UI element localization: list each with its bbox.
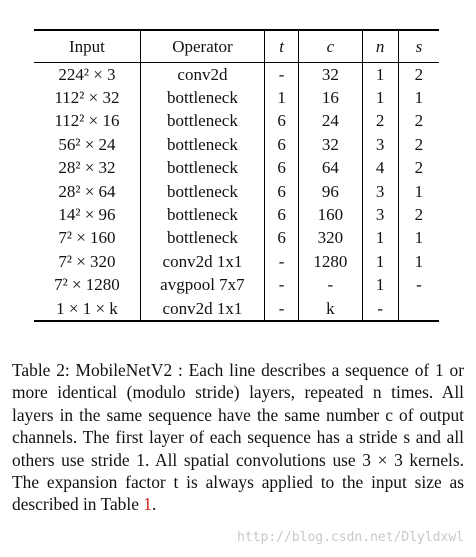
cell-input: 7² × 160 bbox=[34, 227, 140, 250]
cell-t: - bbox=[264, 297, 298, 321]
cell-t: 6 bbox=[264, 203, 298, 226]
cell-n: 4 bbox=[362, 157, 398, 180]
cell-n: 2 bbox=[362, 110, 398, 133]
cell-operator: bottleneck bbox=[140, 203, 264, 226]
header-n: n bbox=[362, 30, 398, 63]
cell-s: 2 bbox=[414, 205, 424, 225]
cell-s: 1 bbox=[414, 88, 424, 108]
cell-operator: bottleneck bbox=[140, 110, 264, 133]
watermark: http://blog.csdn.net/Dlyldxwl bbox=[237, 530, 464, 545]
cell-c: 96 bbox=[299, 180, 362, 203]
cell-c: k bbox=[299, 297, 362, 321]
cell-c: 1280 bbox=[299, 250, 362, 273]
cell-c: - bbox=[299, 274, 362, 297]
header-input: Input bbox=[34, 30, 140, 63]
cell-t: - bbox=[264, 274, 298, 297]
cell-input: 1 × 1 × k bbox=[34, 297, 140, 321]
cell-operator: bottleneck bbox=[140, 227, 264, 250]
cell-n: 1 bbox=[362, 86, 398, 109]
cell-input: 112² × 16 bbox=[34, 110, 140, 133]
header-c: c bbox=[299, 30, 362, 63]
table-row bbox=[34, 133, 439, 156]
header-s: s bbox=[398, 30, 439, 63]
table-row bbox=[34, 297, 439, 321]
cell-c: 320 bbox=[299, 227, 362, 250]
cell-t: 6 bbox=[264, 110, 298, 133]
header-operator: Operator bbox=[140, 30, 264, 63]
cell-c: 16 bbox=[299, 86, 362, 109]
cell-t: 6 bbox=[264, 133, 298, 156]
architecture-table bbox=[34, 29, 439, 322]
table-row bbox=[34, 63, 439, 87]
table-row bbox=[34, 274, 439, 297]
cell-n: 1 bbox=[362, 63, 398, 87]
cell-n: 3 bbox=[362, 203, 398, 226]
cell-input: 14² × 96 bbox=[34, 203, 140, 226]
cell-input: 28² × 64 bbox=[34, 180, 140, 203]
table-row bbox=[34, 157, 439, 180]
cell-s: 1 bbox=[414, 181, 424, 201]
cell-input: 7² × 1280 bbox=[34, 274, 140, 297]
cell-n: 1 bbox=[362, 274, 398, 297]
table-row bbox=[34, 203, 439, 226]
cell-input: 224² × 3 bbox=[34, 63, 140, 87]
cell-s: 2 bbox=[414, 64, 424, 84]
cell-s: 2 bbox=[414, 134, 424, 154]
table-body bbox=[34, 63, 439, 322]
cell-input: 56² × 24 bbox=[34, 133, 140, 156]
cell-input: 7² × 320 bbox=[34, 250, 140, 273]
cell-t: 6 bbox=[264, 180, 298, 203]
table-reference-link[interactable]: 1 bbox=[143, 494, 152, 515]
cell-operator: bottleneck bbox=[140, 86, 264, 109]
cell-c: 32 bbox=[299, 133, 362, 156]
cell-operator: conv2d 1x1 bbox=[140, 297, 264, 321]
cell-s: 1 bbox=[414, 228, 424, 248]
cell-c: 24 bbox=[299, 110, 362, 133]
cell-t: - bbox=[264, 250, 298, 273]
table-row bbox=[34, 227, 439, 250]
cell-operator: bottleneck bbox=[140, 157, 264, 180]
cell-n: 1 bbox=[362, 250, 398, 273]
cell-input: 112² × 32 bbox=[34, 86, 140, 109]
table-row bbox=[34, 180, 439, 203]
cell-input: 28² × 32 bbox=[34, 157, 140, 180]
cell-n: - bbox=[362, 297, 398, 321]
cell-s bbox=[398, 297, 439, 321]
table-header-row bbox=[34, 30, 439, 63]
cell-c: 64 bbox=[299, 157, 362, 180]
cell-operator: conv2d 1x1 bbox=[140, 250, 264, 273]
table-row bbox=[34, 110, 439, 133]
cell-n: 1 bbox=[362, 227, 398, 250]
cell-n: 3 bbox=[362, 180, 398, 203]
cell-t: - bbox=[264, 63, 298, 87]
table-row bbox=[34, 86, 439, 109]
table-row bbox=[34, 250, 439, 273]
cell-n: 3 bbox=[362, 133, 398, 156]
header-t: t bbox=[264, 30, 298, 63]
cell-operator: conv2d bbox=[140, 63, 264, 87]
cell-operator: avgpool 7x7 bbox=[140, 274, 264, 297]
cell-c: 160 bbox=[299, 203, 362, 226]
table-caption bbox=[12, 359, 464, 516]
cell-s: 2 bbox=[414, 111, 424, 131]
caption-text: Table 2: MobileNetV2 : Each line describes a sequence of 1 or more identical (modulo stride) layers, repeated n times. All layers in the same sequence have the same number c of output channels. The first layer of each sequence has a stride s and all others use stride 1. All spatial convolutions use 3 × 3 kernels. The expansion factor t is always applied to the input size as described in Table bbox=[12, 360, 464, 515]
caption-end: . bbox=[151, 494, 157, 515]
cell-operator: bottleneck bbox=[140, 133, 264, 156]
cell-t: 6 bbox=[264, 227, 298, 250]
cell-c: 32 bbox=[299, 63, 362, 87]
cell-s: 1 bbox=[414, 251, 424, 271]
cell-s: - bbox=[416, 275, 422, 295]
cell-t: 1 bbox=[264, 86, 298, 109]
cell-t: 6 bbox=[264, 157, 298, 180]
cell-operator: bottleneck bbox=[140, 180, 264, 203]
cell-s: 2 bbox=[414, 158, 424, 178]
